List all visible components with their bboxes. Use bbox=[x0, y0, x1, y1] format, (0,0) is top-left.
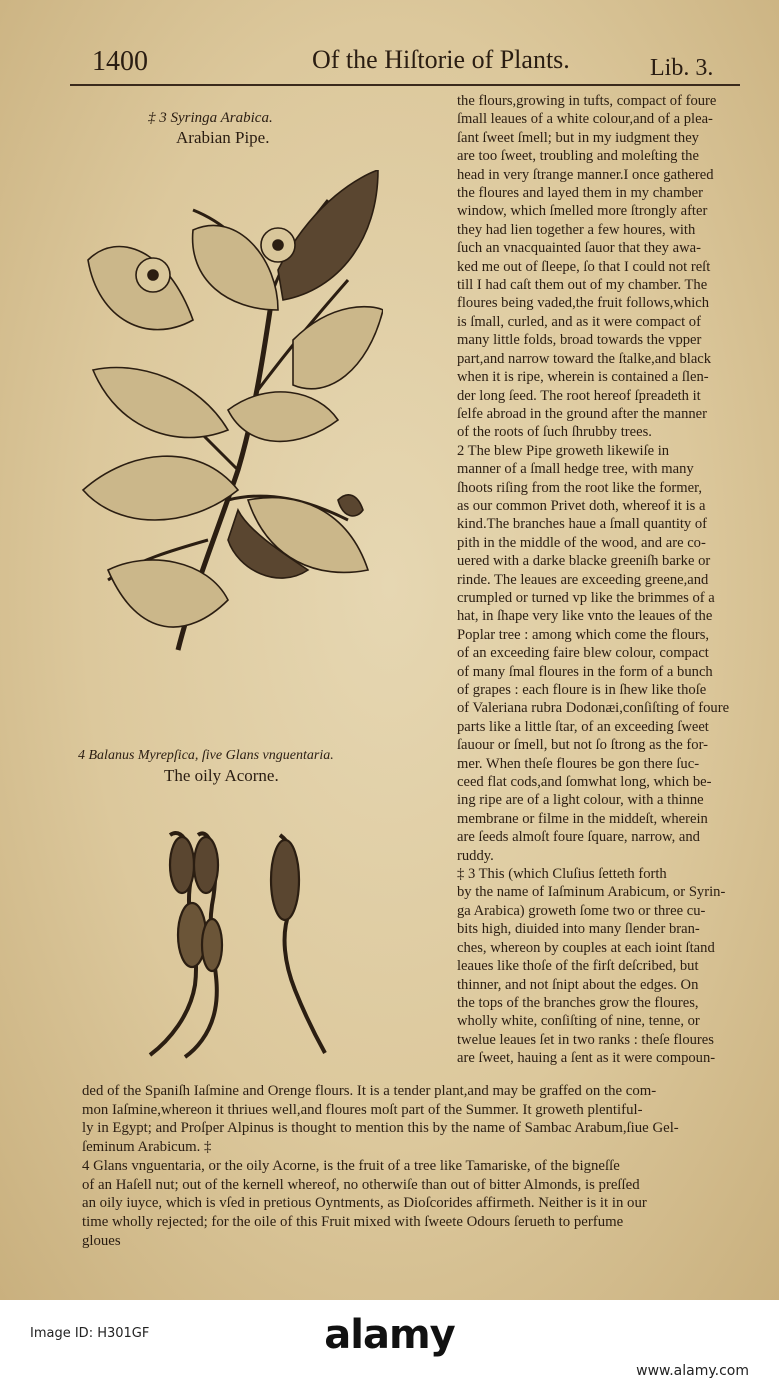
text-line: 4 Glans vnguentaria, or the oily Acorne, is the fruit of a tree like Tamariske, of the bigneſſe bbox=[82, 1157, 620, 1174]
figure1-caption-latin: ‡ 3 Syringa Arabica. bbox=[148, 110, 273, 126]
text-line: parts like a little ſtar, of an exceeding ſweet bbox=[457, 718, 709, 735]
bottom-text bbox=[82, 1082, 679, 1250]
text-line: window, which ſmelled more ſtrongly after bbox=[457, 203, 708, 220]
text-line: as our common Privet doth, whereof it is a bbox=[457, 497, 706, 514]
header-rule bbox=[70, 84, 740, 86]
text-line: ſuch an vnacquainted ſauor that they awa- bbox=[457, 240, 701, 257]
text-line: leaues like thoſe of the firſt deſcribed, but bbox=[457, 958, 699, 975]
text-line: ſelfe abroad in the ground after the manner bbox=[457, 405, 708, 422]
text-line: twelue leaues ſet in two ranks : theſe floures bbox=[457, 1031, 714, 1048]
text-line: the floures and layed them in my chamber bbox=[457, 185, 703, 202]
arabian-pipe-woodcut bbox=[78, 170, 383, 670]
text-line: membrane or filme in the middeſt, wherein bbox=[457, 810, 708, 827]
text-line: an oily iuyce, which is vſed in pretious Oyntments, as Dioſcorides affirmeth. Neither is it in our bbox=[82, 1195, 647, 1212]
text-line: 2 The blew Pipe groweth likewiſe in bbox=[457, 442, 670, 459]
text-line: rinde. The leaues are exceeding greene,and bbox=[457, 571, 709, 588]
text-line: ſauour or ſmell, but not ſo ſtrong as the for- bbox=[457, 737, 708, 754]
text-line: manner of a ſmall hedge tree, with many bbox=[457, 461, 694, 478]
text-line: floures being vaded,the fruit follows,which bbox=[457, 295, 710, 312]
text-line: till I had caſt them out of my chamber. The bbox=[457, 277, 708, 294]
text-line: ceed flat cods,and ſomwhat long, which be- bbox=[457, 774, 712, 791]
text-line: ing ripe are of a light colour, with a thinne bbox=[457, 792, 704, 809]
figure2-caption-latin: 4 Balanus Myrepſica, ſive Glans vnguentaria. bbox=[78, 748, 334, 763]
text-line: ruddy. bbox=[457, 847, 494, 864]
text-line: part,and narrow toward the ſtalke,and black bbox=[457, 350, 712, 367]
text-line: when it is ripe, wherein is contained a ſlen- bbox=[457, 369, 709, 386]
text-line: Poplar tree : among which come the flours, bbox=[457, 626, 710, 643]
text-line: mon Iaſmine,whereon it thriues well,and floures moſt part of the Summer. It groweth plentiful- bbox=[82, 1101, 643, 1118]
text-line: mer. When theſe floures be gon there ſuc- bbox=[457, 755, 700, 772]
site-url: www.alamy.com bbox=[636, 1363, 749, 1379]
text-line: of many ſmal floures in the form of a bunch bbox=[457, 663, 713, 680]
text-line: are ſeeds almoſt foure ſquare, narrow, and bbox=[457, 829, 700, 846]
text-line: hat, in ſhape very like vnto the leaues of the bbox=[457, 608, 713, 625]
text-line: of an Haſell nut; out of the kernell whereof, no otherwiſe than out of bitter Almonds, is preſſed bbox=[82, 1176, 640, 1193]
text-line: thinner, and not ſnipt about the edges. On bbox=[457, 976, 699, 993]
text-line: pith in the middle of the wood, and are co- bbox=[457, 534, 706, 551]
text-line: of an exceeding faire blew colour, compact bbox=[457, 645, 709, 662]
text-line: by the name of Iaſminum Arabicum, or Syrin- bbox=[457, 884, 726, 901]
right-column-text bbox=[457, 92, 729, 1068]
text-line: crumpled or turned vp like the brimmes of a bbox=[457, 589, 715, 606]
text-line: ga Arabica) groweth ſome two or three cu- bbox=[457, 902, 706, 919]
text-line: many little folds, broad towards the vpper bbox=[457, 332, 702, 349]
text-line: of Valeriana rubra Dodonæi,conſiſting of foure bbox=[457, 700, 730, 717]
figure2-caption-name: The oily Acorne. bbox=[164, 766, 279, 785]
text-line: ked me out of ſleepe, ſo that I could not reſt bbox=[457, 258, 711, 275]
text-line: der long ſeed. The root hereof ſpreadeth it bbox=[457, 387, 701, 404]
text-line: ſhoots riſing from the root like the former, bbox=[457, 479, 703, 496]
text-line: time wholly rejected; for the oile of this Fruit mixed with ſweete Odours ſerueth to perfume bbox=[82, 1213, 624, 1230]
page-number: 1400 bbox=[92, 46, 148, 77]
text-line: head in very ſtrange manner.I once gathered bbox=[457, 166, 714, 183]
text-line: ſant ſweet ſmell; but in my iudgment they bbox=[457, 129, 699, 146]
text-line: the flours,growing in tufts, compact of foure bbox=[457, 93, 717, 109]
text-line: are too ſweet, troubling and moleſting the bbox=[457, 148, 699, 165]
oily-acorne-woodcut bbox=[140, 825, 330, 1060]
running-title: Of the Hiſtorie of Plants. bbox=[312, 45, 570, 74]
figure1-caption-name: Arabian Pipe. bbox=[176, 128, 270, 147]
text-line: ly in Egypt; and Proſper Alpinus is thought to mention this by the name of Sambac Arabum,ſiue Gel- bbox=[82, 1120, 679, 1137]
text-line: gloues bbox=[82, 1232, 121, 1249]
text-line: the tops of the branches grow the floures, bbox=[457, 994, 699, 1011]
text-line: ‡ 3 This (which Cluſius ſetteth forth bbox=[457, 866, 667, 883]
text-line: wholly white, conſiſting of nine, tenne, or bbox=[457, 1013, 700, 1030]
text-line: is ſmall, curled, and as it were compact of bbox=[457, 313, 701, 330]
text-line: ſmall leaues of a white colour,and of a plea- bbox=[457, 111, 713, 128]
text-line: they had lien together a few houres, with bbox=[457, 221, 696, 238]
text-line: are ſweet, hauing a ſent as it were compoun- bbox=[457, 1050, 716, 1067]
text-line: uered with a darke blacke greeniſh barke or bbox=[457, 553, 711, 570]
text-line: bits high, diuided into many ſlender bran- bbox=[457, 921, 700, 938]
text-line: ches, whereon by couples at each ioint ſtand bbox=[457, 939, 715, 956]
text-line: of the roots of ſuch ſhrubby trees. bbox=[457, 424, 652, 441]
text-line: of grapes : each floure is in ſhew like thoſe bbox=[457, 682, 707, 698]
book-number: Lib. 3. bbox=[650, 55, 714, 81]
text-line: ded of the Spaniſh Iaſmine and Orenge flours. It is a tender plant,and may be graffed on the com- bbox=[82, 1083, 657, 1099]
text-line: ſeminum Arabicum. ‡ bbox=[82, 1139, 212, 1156]
text-line: kind.The branches haue a ſmall quantity of bbox=[457, 516, 708, 533]
image-id: Image ID: H301GF bbox=[30, 1326, 150, 1341]
alamy-logo: alamy bbox=[324, 1312, 455, 1358]
